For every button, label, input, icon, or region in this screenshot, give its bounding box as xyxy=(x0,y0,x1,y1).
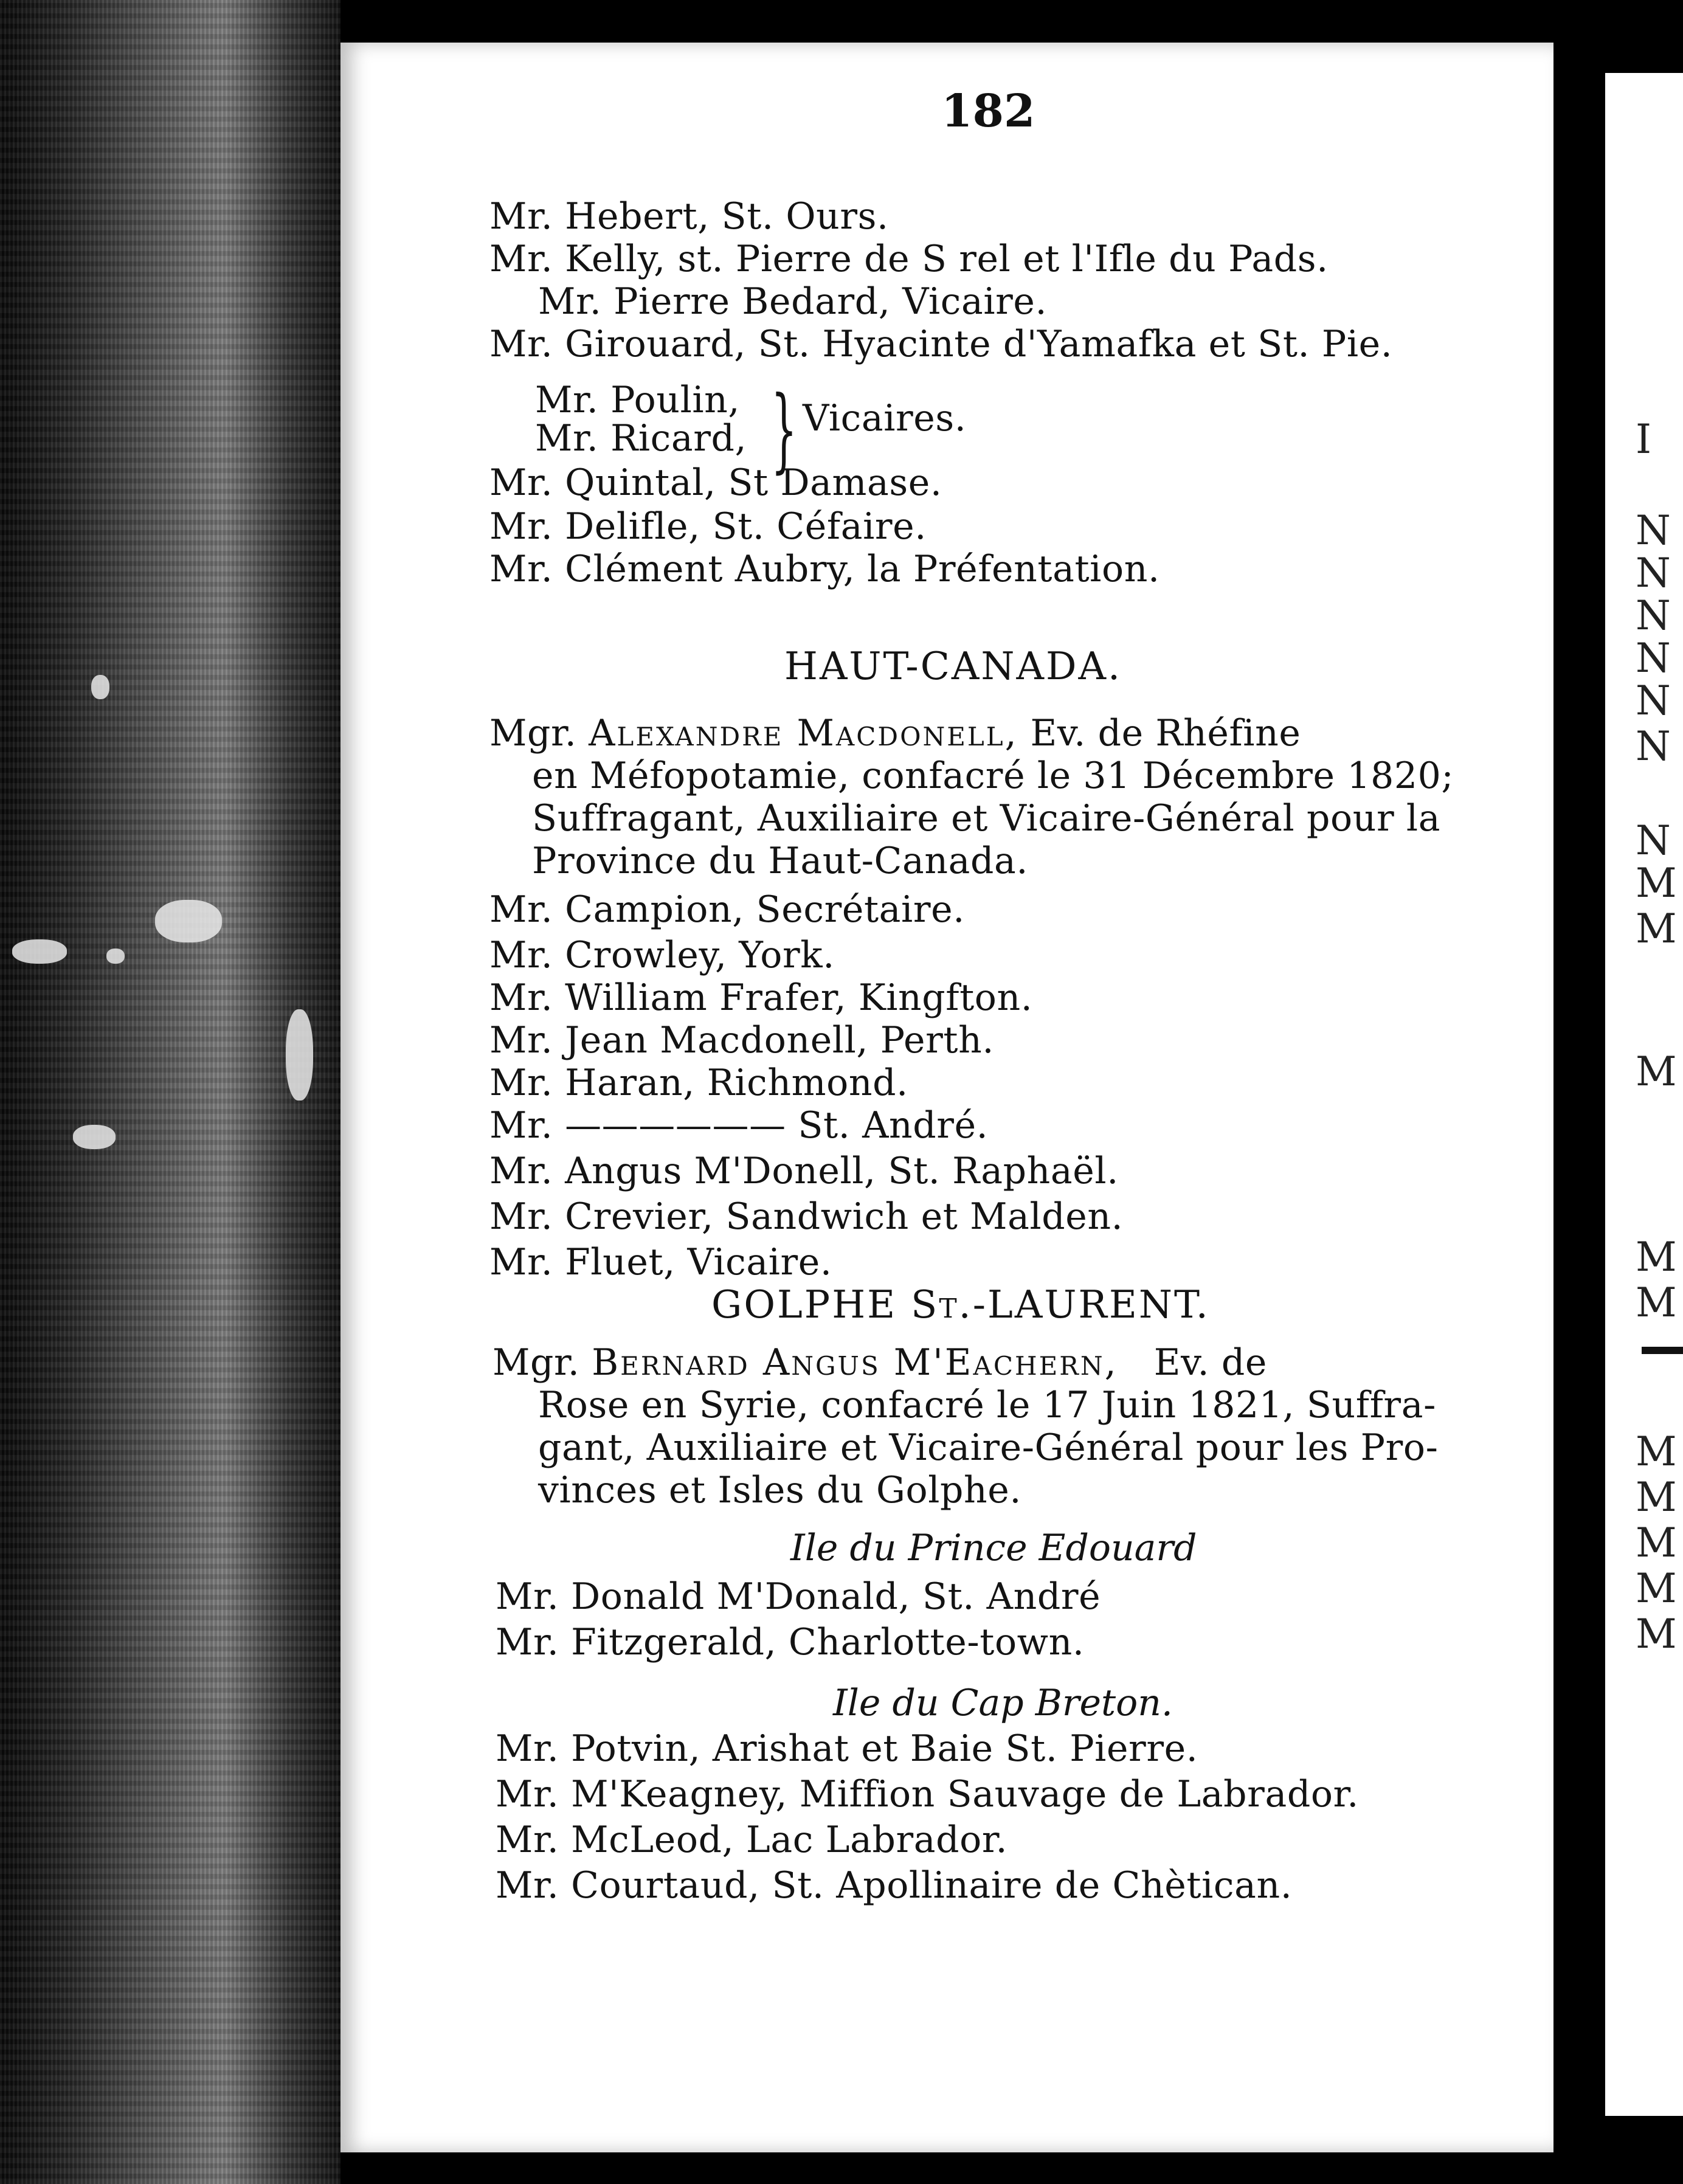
bishop-line-rest: Ev. de Rhéfine xyxy=(1030,712,1301,755)
facing-page-letter: M xyxy=(1636,1611,1677,1657)
facing-page-letter: N xyxy=(1636,817,1671,864)
bishop-line-rest: Ev. de xyxy=(1153,1341,1267,1384)
heading-part: -LAURENT. xyxy=(972,1282,1210,1327)
entry-line: Mr. Hebert, St. Ours. xyxy=(489,195,889,238)
facing-page-letter: M xyxy=(1636,1234,1677,1280)
priest-entry: Mr. Courtaud, St. Apollinaire de Chètican. xyxy=(496,1864,1293,1907)
priest-entry: Mr. William Frafer, Kingfton. xyxy=(489,976,1033,1019)
entry-line: Mr. Clément Aubry, la Préfentation. xyxy=(489,548,1160,590)
facing-page-letter: M xyxy=(1636,905,1677,952)
priest-entry: Mr. Crevier, Sandwich et Malden. xyxy=(489,1195,1124,1238)
facing-page-letter: M xyxy=(1636,1279,1677,1326)
facing-page-letter: N xyxy=(1636,635,1671,682)
paper-speck xyxy=(286,1009,313,1101)
facing-page-letter: M xyxy=(1636,1428,1677,1475)
page-number: 182 xyxy=(941,85,1035,137)
priest-entry: Mr. Campion, Secrétaire. xyxy=(489,888,965,931)
heading-part: St. xyxy=(911,1282,973,1327)
facing-page-letter: M xyxy=(1636,1048,1677,1095)
paper-speck xyxy=(106,949,125,964)
bishop-line: Rose en Syrie, confacré le 17 Juin 1821, Suffra- xyxy=(538,1384,1436,1426)
priest-entry: Mr. McLeod, Lac Labrador. xyxy=(496,1819,1008,1861)
priest-entry: Mr. Haran, Richmond. xyxy=(489,1062,908,1104)
book-spine xyxy=(0,0,340,2184)
bishop-line: gant, Auxiliaire et Vicaire-Général pour les Pro- xyxy=(538,1426,1439,1469)
priest-entry: Mr. —————— St. André. xyxy=(489,1104,989,1147)
priest-entry: Mr. Angus M'Donell, St. Raphaël. xyxy=(489,1150,1119,1192)
entry-line: Mr. Pierre Bedard, Vicaire. xyxy=(538,280,1048,323)
paper-speck xyxy=(155,900,222,942)
facing-page-letter: N xyxy=(1636,550,1671,596)
bishop-line: vinces et Isles du Golphe. xyxy=(538,1469,1022,1512)
entry-line: Mr. Delifle, St. Céfaire. xyxy=(489,505,927,548)
facing-page-rule xyxy=(1642,1347,1683,1354)
priest-entry: Mr. Crowley, York. xyxy=(489,934,835,976)
entry-line: Mr. Ricard, xyxy=(535,417,747,460)
priest-entry: Mr. Potvin, Arishat et Baie St. Pierre. xyxy=(496,1727,1198,1770)
facing-page-letter: M xyxy=(1636,1474,1677,1521)
facing-page-letter: N xyxy=(1636,723,1671,770)
priest-entry: Mr. Jean Macdonell, Perth. xyxy=(489,1019,995,1062)
entry-line: Mr. Poulin, xyxy=(535,379,741,421)
facing-page-letter: M xyxy=(1636,1565,1677,1612)
priest-entry: Mr. Donald M'Donald, St. André xyxy=(496,1575,1101,1618)
brace-icon: } xyxy=(771,377,797,483)
bishop-line: en Méfopotamie, confacré le 31 Décembre 1820; xyxy=(532,755,1454,797)
bishop-title: Mgr. xyxy=(489,712,577,755)
facing-page-letter: I xyxy=(1636,416,1652,463)
priest-entry: Mr. M'Keagney, Miffion Sauvage de Labrador. xyxy=(496,1773,1359,1816)
paper-speck xyxy=(91,675,109,699)
paper-speck xyxy=(12,939,67,964)
section-heading-haut-canada: HAUT-CANADA. xyxy=(784,644,1122,688)
vicaires-label: Vicaires. xyxy=(803,397,967,440)
section-heading-golphe xyxy=(711,1283,1210,1327)
bishop-name: Alexandre Macdonell, xyxy=(589,712,1018,755)
subheading-prince-edouard: Ile du Prince Edouard xyxy=(790,1527,1197,1569)
bishop-title: Mgr. xyxy=(492,1341,580,1384)
facing-page-letter: M xyxy=(1636,1519,1677,1566)
priest-entry: Mr. Fitzgerald, Charlotte-town. xyxy=(496,1621,1085,1664)
heading-part: GOLPHE xyxy=(711,1282,897,1327)
bishop-entry xyxy=(492,1341,1267,1384)
bishop-line: Suffragant, Auxiliaire et Vicaire-Général pour la xyxy=(532,797,1441,840)
paper-speck xyxy=(73,1125,116,1149)
facing-page-letter: N xyxy=(1636,677,1671,724)
priest-entry: Mr. Fluet, Vicaire. xyxy=(489,1241,832,1284)
bishop-line: Province du Haut-Canada. xyxy=(532,840,1029,882)
facing-page-letter: N xyxy=(1636,507,1671,554)
subheading-cap-breton: Ile du Cap Breton. xyxy=(833,1682,1173,1724)
facing-page-letter: M xyxy=(1636,860,1677,907)
entry-line: Mr. Girouard, St. Hyacinte d'Yamafka et St. Pie. xyxy=(489,323,1393,365)
bishop-entry xyxy=(489,711,1301,755)
facing-page-letter: N xyxy=(1636,592,1671,639)
bishop-name: Bernard Angus M'Eachern, xyxy=(592,1341,1118,1384)
entry-line: Mr. Quintal, St Damase. xyxy=(489,461,942,504)
entry-line: Mr. Kelly, st. Pierre de S rel et l'Ifle du Pads. xyxy=(489,238,1329,280)
